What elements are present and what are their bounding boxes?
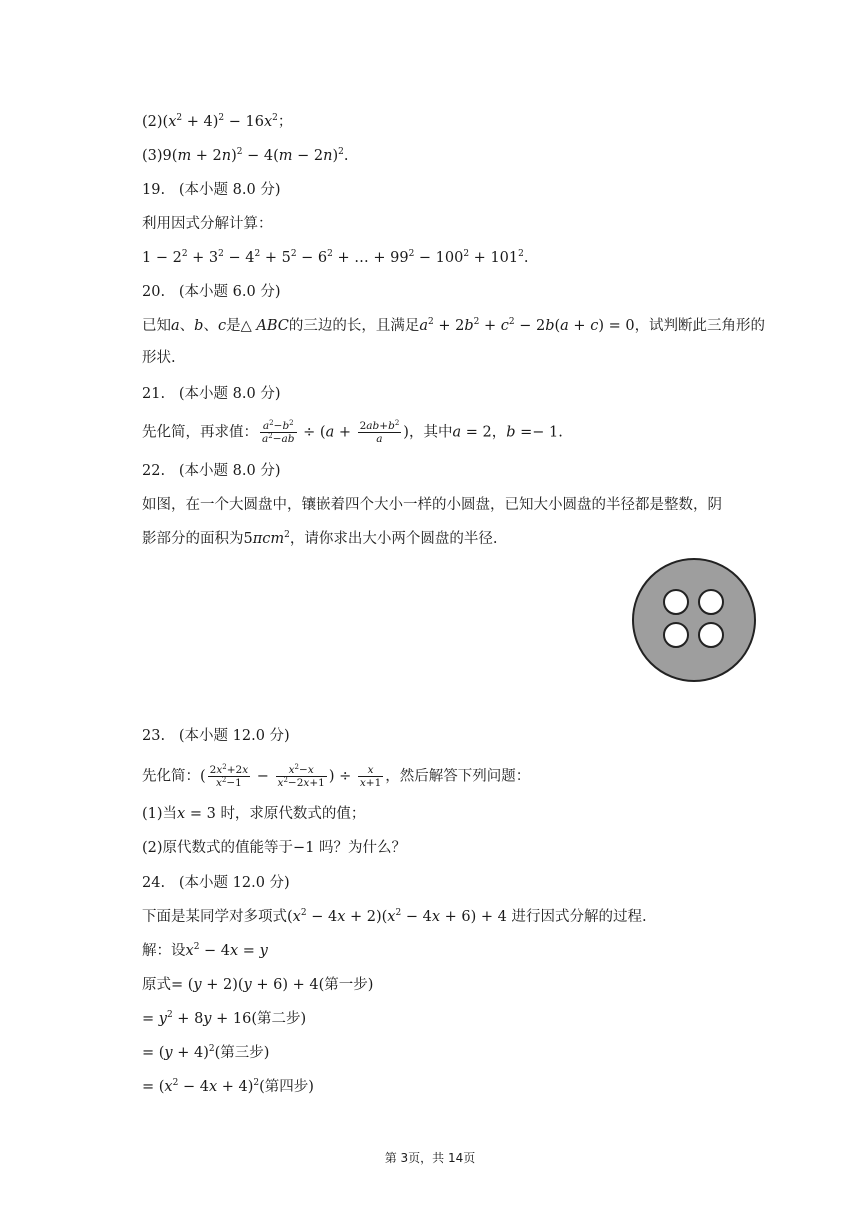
question-number: 21.	[142, 386, 166, 402]
question-score: (本小题 8.0 分)	[178, 463, 281, 479]
question-number: 24.	[142, 875, 166, 891]
text: 吗？为什么？	[319, 840, 407, 856]
text: 已知	[142, 318, 171, 334]
q24-step-2: = $y^2 + 8y + 16$(第二步)	[142, 1010, 307, 1027]
text: 影部分的面积为	[142, 531, 244, 547]
q22-header	[142, 461, 280, 481]
page-footer: 第 3页，共 14页	[384, 1151, 476, 1165]
q18-item-3: $(3)9(m + 2n)^2 - 4(m - 2n)^2$.	[142, 147, 349, 164]
fraction: $\frac{x^2-x}{x^2-2x+1}$	[277, 763, 325, 789]
q19-formula: $1 - 2^2 + 3^2 - 4^2 + 5^2 - 6^2$ + … + $99^2 - 100^2 + 101^2$.	[142, 249, 529, 266]
small-disk	[664, 623, 688, 647]
q22-text-2: 影部分的面积为5πcm$^2$，请你求出大小两个圆盘的半径.	[142, 530, 498, 547]
item-label: (3)	[142, 148, 163, 164]
text: 的三边的长，且满足	[288, 318, 420, 334]
q24-step-4: = $(x^2 - 4x + 4)^2$(第四步)	[142, 1078, 314, 1095]
q24-header	[142, 873, 290, 893]
q24-step-3: = $(y + 4)^2$(第三步)	[142, 1044, 270, 1061]
text: 进行因式分解的过程.	[511, 909, 647, 925]
text: ，其中	[408, 424, 453, 441]
step-label: (第四步)	[259, 1079, 314, 1095]
q20-text-cont: 形状.	[142, 350, 176, 366]
q20-text: 已知a、b、c是△ ABC的三边的长，且满足$a^2 + 2b^2 + c^2 - 2b(a + c) = 0$，试判断此三角形的	[142, 317, 766, 334]
punct: ；	[277, 114, 293, 130]
step-label: (第一步)	[318, 977, 374, 993]
text: 、	[179, 318, 195, 334]
question-number: 20.	[142, 284, 166, 300]
q24-intro: 下面是某同学对多项式$(x^2 - 4x + 2)(x^2 - 4x + 6) + 4$ 进行因式分解的过程.	[142, 908, 647, 925]
text: ，然后解答下列问题：	[385, 768, 531, 785]
large-disk	[633, 559, 755, 681]
text: 是△	[226, 318, 252, 334]
q24-step-1: 原式= (y + 2)(y + 6) + 4(第一步)	[142, 977, 374, 993]
text: ，试判断此三角形的	[634, 318, 766, 334]
q23-header	[142, 726, 290, 746]
fraction: $\frac{a^2-b^2}{a^2-ab}$	[262, 419, 295, 445]
step-label: (第二步)	[251, 1011, 307, 1027]
disk-figure	[630, 556, 758, 684]
question-number: 22.	[142, 463, 166, 479]
step-label: (第三步)	[214, 1045, 270, 1061]
text: 原式	[142, 977, 171, 993]
text: ，	[491, 424, 507, 441]
text: 解：设	[142, 943, 186, 959]
question-number: 23.	[142, 728, 166, 744]
question-score: (本小题 6.0 分)	[178, 284, 281, 300]
fraction: $\frac{x}{x+1}$	[359, 764, 382, 789]
q23-text: 先化简：( $\frac{2x^2+2x}{x^2-1}$ − $\frac{x^2-x}{x^2-2x+1}$ ) ÷ $\frac{x}{x+1}$ ，然后解答下列问题：	[142, 763, 531, 789]
question-score: (本小题 8.0 分)	[178, 386, 281, 402]
text: 先化简：	[142, 768, 200, 785]
text: (1)当	[142, 806, 178, 822]
q20-header	[142, 282, 280, 302]
question-score: (本小题 12.0 分)	[178, 728, 290, 744]
small-disk	[699, 590, 723, 614]
small-disk	[699, 623, 723, 647]
q21-header	[142, 384, 280, 404]
text: 先化简，再求值：	[142, 424, 258, 441]
q19-text: 利用因式分解计算：	[142, 216, 273, 232]
q24-solution-setup: 解：设$x^2 - 4x = y$	[142, 942, 268, 959]
text: 、	[203, 318, 218, 334]
q23-sub-2: (2)原代数式的值能等于−1 吗？为什么？	[142, 840, 407, 856]
text: 时，求原代数式的值；	[220, 806, 366, 822]
q21-text: 先化简，再求值： $\frac{a^2-b^2}{a^2-ab}$ ÷ (a + $\frac{2ab+b^2}{a}$ )，其中a = 2，b =− 1.	[142, 419, 563, 445]
q18-item-2: $(2)(x^2 + 4)^2 - 16x^2$；	[142, 113, 293, 130]
text: (2)原代数式的值能等于	[142, 840, 294, 856]
text: 下面是某同学对多项式	[142, 909, 287, 925]
question-score: (本小题 12.0 分)	[178, 875, 290, 891]
question-score: (本小题 8.0 分)	[178, 182, 281, 198]
fraction: $\frac{2x^2+2x}{x^2-1}$	[209, 763, 249, 789]
fraction: $\frac{2ab+b^2}{a}$	[359, 419, 400, 445]
text: ，请你求出大小两个圆盘的半径.	[289, 531, 498, 547]
small-disk	[664, 590, 688, 614]
text: .	[558, 424, 563, 441]
q22-text-1: 如图，在一个大圆盘中，镶嵌着四个大小一样的小圆盘，已知大小圆盘的半径都是整数，阴	[142, 497, 722, 513]
punct: .	[343, 148, 349, 164]
question-number: 19.	[142, 182, 166, 198]
q19-header	[142, 180, 280, 200]
q23-sub-1: (1)当x = 3 时，求原代数式的值；	[142, 806, 366, 822]
item-label: (2)	[142, 114, 163, 130]
